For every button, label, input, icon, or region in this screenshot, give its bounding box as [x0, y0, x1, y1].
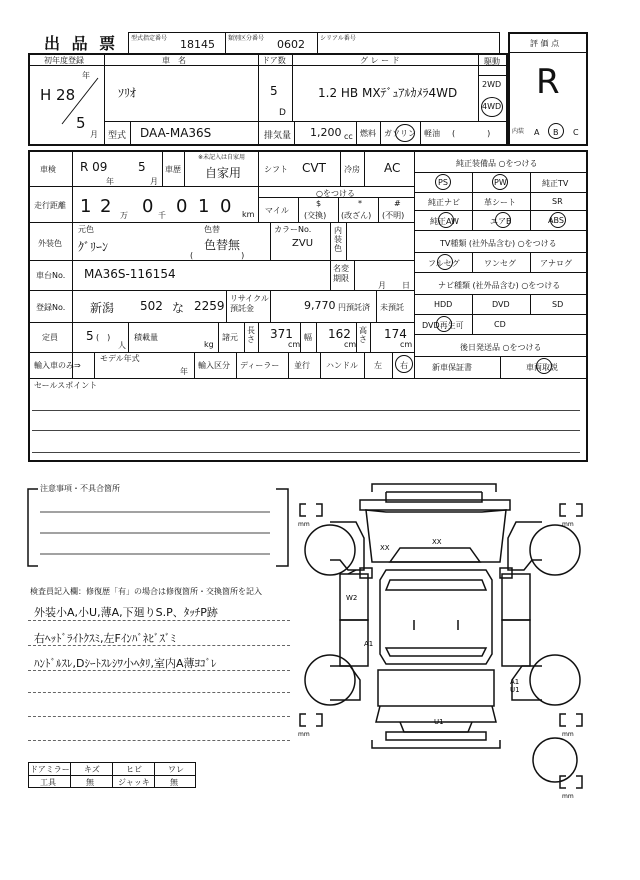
exterior-b: B — [553, 128, 559, 137]
height-label: 高さ — [359, 326, 367, 344]
equip-ps: PS — [438, 178, 448, 187]
notes-label: 注意事項・不具合箇所 — [40, 484, 120, 493]
nav-dvd-play: DVD再生可 — [422, 321, 464, 330]
inspector-line-2: 右ﾍｯﾄﾞﾗｲﾄｸｽﾐ,左Fｲﾝﾊﾞﾈﾋﾞｽﾞﾐ — [34, 632, 176, 645]
parts-header-break: ワレ — [168, 765, 184, 774]
fuel-gas-circle — [395, 124, 415, 142]
load-kg: kg — [204, 340, 214, 349]
serial-label: シリアル番号 — [320, 35, 356, 42]
mileage-digit-3: 0 — [142, 196, 154, 217]
equip-abs-circle — [550, 212, 566, 228]
car-name-label: 車 名 — [162, 56, 186, 65]
chassis-label: 車台No. — [36, 271, 66, 280]
equip-sr: SR — [552, 197, 563, 206]
doors-value: 5 — [270, 84, 278, 98]
parts-header-mirror: ドアミラー — [30, 765, 70, 774]
ac-label: 冷房 — [344, 165, 360, 174]
mm-label-fr: mm — [562, 521, 574, 528]
mileage-digit-5: 1 — [198, 196, 210, 217]
load-label: 積載量 — [134, 333, 158, 342]
diagram-mark-xx-left: XX — [380, 544, 390, 552]
parts-header-scratch: キズ — [84, 765, 100, 774]
height-cm: cm — [400, 340, 413, 349]
drive-4wd-circle — [481, 97, 503, 117]
mileage-dollar: $ — [316, 199, 322, 208]
diagram-mark-w2: W2 — [346, 594, 358, 602]
inspector-line-1: 外装小A,小U,薄A,下廻りS.P、ﾀｯﾁP跡 — [34, 606, 218, 619]
mileage-digit-6: 0 — [220, 196, 232, 217]
inspector-label: 検査員記入欄：修復歴「有」の場合は修復箇所・交換箇所を記入 — [30, 587, 262, 596]
exterior-a: A — [534, 128, 540, 137]
handle-left: 左 — [374, 361, 382, 370]
drive-4wd: 4WD — [482, 102, 502, 111]
name-change-month: 月 — [378, 281, 386, 290]
tv-oneseg: ワンセグ — [484, 259, 516, 268]
fuel-label: 燃料 — [360, 129, 376, 138]
ac-value: AC — [384, 161, 401, 175]
equip-aw: 純正AW — [430, 217, 459, 226]
color-label: 外装色 — [38, 239, 62, 248]
inspection-year: R 09 — [80, 160, 108, 174]
equip-abs: ABS — [548, 216, 564, 225]
mileage-mark-note: ○をつける — [316, 189, 355, 198]
orig-color: ｸﾞﾘｰﾝ — [78, 240, 109, 254]
tv-analog: アナログ — [540, 259, 572, 268]
mileage-hash: # — [394, 199, 401, 208]
equipment-title: 純正装備品 ○をつける — [456, 159, 538, 168]
interior-color-label: 内装色 — [334, 226, 342, 253]
inspection-month: 5 — [138, 160, 146, 174]
equip-navi: 純正ナビ — [428, 198, 460, 207]
handle-right-circle — [395, 355, 413, 373]
mileage-star-sub: (改ざん) — [341, 211, 372, 220]
month-unit: 月 — [90, 130, 98, 139]
equip-pw: PW — [494, 178, 507, 187]
year-unit: 年 — [82, 71, 90, 80]
inspection-label: 車検 — [40, 165, 56, 174]
car-damage-diagram — [290, 470, 590, 815]
exterior-c: C — [573, 128, 579, 137]
doors-label: ドア数 — [262, 56, 286, 65]
dim-label: 諸元 — [222, 333, 238, 342]
width-value: 162 — [328, 327, 351, 341]
exterior-label: 内装 — [512, 128, 525, 135]
recycle-label: リサイクル預託金 — [230, 294, 269, 313]
tv-title: TV種類 (社外品含む) ○をつける — [440, 239, 557, 248]
fuel-gas: ガソリン — [384, 129, 416, 138]
width-label: 幅 — [304, 333, 312, 342]
history-value: 自家用 — [205, 166, 242, 180]
mileage-digit-4: 0 — [176, 196, 188, 217]
shift-label: シフト — [264, 165, 288, 174]
rating-label: 評 価 点 — [530, 39, 560, 48]
displacement-label: 排気量 — [264, 131, 292, 141]
mileage-label: 走行距離 — [34, 201, 66, 210]
mileage-star: * — [358, 199, 362, 208]
equip-airbag: エアB — [490, 217, 512, 226]
color-no-label: カラーNo. — [274, 225, 312, 234]
later-warranty: 新車保証書 — [432, 363, 472, 372]
shift-value: CVT — [302, 161, 326, 175]
recycle-amount: 9,770 — [304, 299, 336, 312]
tv-fullseg-circle — [437, 254, 453, 270]
nav-title: ナビ種類 (社外品含む) ○をつける — [438, 281, 561, 290]
model-cert-label: 型式指定番号 — [131, 35, 168, 42]
equip-tv: 純正TV — [542, 179, 569, 188]
import-label: 輸入車のみ⇒ — [34, 361, 81, 370]
fuel-paren: ( ) — [452, 129, 491, 138]
mm-label-spare: mm — [562, 793, 574, 800]
sales-label: セールスポイント — [34, 381, 98, 390]
mileage-dollar-sub: (交換) — [304, 211, 327, 220]
capacity-unit: 人 — [118, 341, 126, 350]
first-reg-label: 初年度登録 — [44, 56, 84, 65]
nav-dvd: DVD — [492, 300, 510, 309]
later-title: 後日発送品 ○をつける — [460, 343, 542, 352]
capacity-paren: ( ) — [96, 333, 111, 342]
inspection-month-unit: 月 — [150, 177, 158, 186]
handle-label: ハンドル — [326, 361, 358, 370]
mm-label-fl: mm — [298, 521, 310, 528]
mileage-hash-sub: (不明) — [382, 211, 405, 220]
color-change-value: 色替無 — [204, 238, 241, 252]
mileage-mile: マイル — [265, 206, 289, 215]
nav-sd: SD — [552, 300, 564, 309]
rating-value: R — [536, 62, 560, 102]
length-label: 長さ — [247, 326, 255, 344]
form-title: 出 品 票 — [44, 34, 119, 53]
drive-2wd: 2WD — [482, 80, 502, 89]
equip-aw-circle — [438, 212, 454, 228]
model-label: 型式 — [108, 131, 127, 141]
nav-hdd: HDD — [434, 300, 453, 309]
length-value: 371 — [270, 327, 293, 341]
mileage-man: 万 — [120, 211, 128, 220]
grade-value: 1.2 HB MXﾃﾞｭｱﾙｶﾒﾗ4WD — [318, 86, 458, 100]
model-cert-no: 18145 — [180, 38, 215, 51]
chassis-value: MA36S-116154 — [84, 267, 176, 281]
equip-pw-circle — [492, 174, 508, 190]
mileage-digit-1: 1 — [80, 196, 92, 217]
registration-class: 502 — [140, 299, 163, 313]
registration-number: 2259 — [194, 299, 225, 313]
capacity-label: 定員 — [42, 333, 58, 342]
diagram-mark-xx-hood: XX — [432, 538, 442, 546]
history-note: ※未記入は自家用 — [198, 154, 246, 161]
diagram-mark-a1-right: A1 — [510, 678, 520, 686]
model-code: DAA-MA36S — [140, 126, 212, 140]
width-cm: cm — [344, 340, 357, 349]
inspector-line-3: ﾊﾝﾄﾞﾙｽﾚ,Dｼｰﾄｽﾚｼﾜ小ﾍﾀﾘ,室内A薄ﾖｺﾞﾚ — [34, 657, 217, 670]
mm-label-rl: mm — [298, 731, 310, 738]
recycle-unpaid: 未預託 — [380, 303, 404, 312]
class-no: 0602 — [277, 38, 305, 51]
diagram-mark-u1-rear: U1 — [434, 718, 444, 726]
capacity-value: 5 — [86, 329, 94, 343]
import-dealer: ディーラー — [240, 361, 280, 370]
height-value: 174 — [384, 327, 407, 341]
car-name: ｿﾘｵ — [118, 86, 137, 100]
parts-jack-label: ジャッキ — [118, 778, 150, 787]
registration-kana: な — [172, 301, 185, 315]
nav-dvd-play-circle — [436, 316, 452, 332]
model-year-unit: 年 — [180, 367, 188, 376]
import-type-label: 輸入区分 — [198, 361, 230, 370]
exterior-b-circle — [548, 123, 564, 139]
model-year-label: モデル年式 — [100, 354, 140, 363]
grade-label: グ レ ー ド — [360, 56, 400, 65]
class-label: 類別区分番号 — [228, 35, 265, 42]
first-reg-month: 5 — [76, 114, 86, 132]
notes-bracket — [26, 486, 290, 568]
color-paren: ( ) — [190, 251, 245, 260]
parts-tool-value: 無 — [86, 778, 94, 787]
mileage-km: km — [242, 210, 255, 219]
inspection-year-unit: 年 — [106, 177, 114, 186]
tv-fullseg: フルセグ — [428, 259, 460, 268]
diagram-mark-u1-right: U1 — [510, 686, 520, 694]
cc-unit: cc — [344, 132, 353, 141]
parts-jack-value: 無 — [170, 778, 178, 787]
registration-label: 登録No. — [36, 303, 66, 312]
parts-header-crack: ヒビ — [126, 765, 142, 774]
recycle-unit: 円預託済 — [338, 303, 370, 312]
registration-region: 新潟 — [90, 301, 115, 315]
mileage-digit-2: 2 — [100, 196, 112, 217]
drive-label: 駆動 — [484, 57, 500, 66]
color-no: ZVU — [292, 238, 314, 249]
orig-color-label: 元色 — [78, 225, 94, 234]
equip-leather: 革シート — [484, 198, 516, 207]
equip-airbag-circle — [495, 212, 511, 228]
mm-label-rr: mm — [562, 731, 574, 738]
later-manual-circle — [536, 358, 552, 374]
length-cm: cm — [288, 340, 301, 349]
name-change-label: 名変期限 — [333, 264, 349, 283]
door-type: D — [279, 108, 286, 118]
history-label: 車歴 — [165, 165, 181, 174]
nav-cd: CD — [494, 320, 506, 329]
name-change-day: 日 — [402, 281, 410, 290]
later-manual: 車両取説 — [526, 363, 558, 372]
parts-tool-label: 工具 — [40, 778, 56, 787]
fuel-light: 軽油 — [424, 129, 440, 138]
color-change-label: 色替 — [204, 225, 220, 234]
equip-ps-circle — [435, 174, 451, 190]
import-parallel: 並行 — [294, 361, 310, 370]
handle-right: 右 — [400, 361, 408, 370]
mileage-sen: 千 — [158, 211, 166, 220]
diagram-mark-a1-left: A1 — [364, 640, 374, 648]
first-reg-era: H 28 — [40, 86, 76, 104]
displacement-value: 1,200 — [310, 126, 342, 139]
